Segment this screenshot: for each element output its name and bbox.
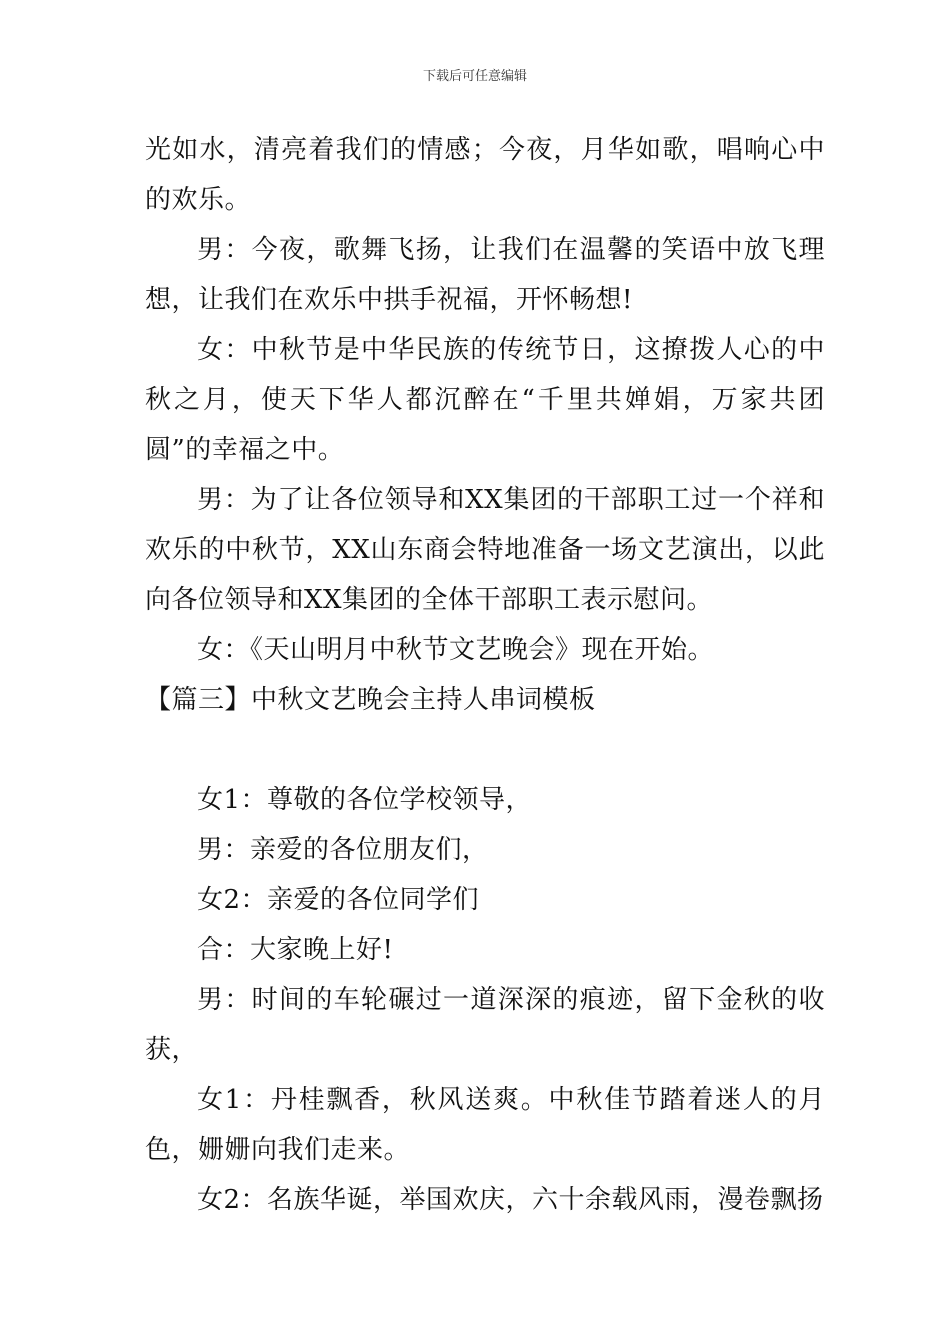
paragraph: 女1：尊敬的各位学校领导，: [197, 785, 533, 815]
paragraph: 男：今夜，歌舞飞扬，让我们在温馨的笑语中放飞理想，让我们在欢乐中拱手祝福，开怀畅想!: [145, 235, 825, 315]
blank-line: [145, 725, 825, 775]
paragraph: 男：时间的车轮碾过一道深深的痕迹，留下金秋的收获，: [145, 985, 825, 1065]
paragraph: 女1：丹桂飘香，秋风送爽。中秋佳节踏着迷人的月色，姗姗向我们走来。: [145, 1085, 825, 1165]
page-header: 下载后可任意编辑: [422, 69, 527, 84]
document-body: [145, 125, 825, 1225]
paragraph: 光如水，清亮着我们的情感；今夜，月华如歌，唱响心中的欢乐。: [145, 135, 825, 215]
paragraph: 女：中秋节是中华民族的传统节日，这撩拨人心的中秋之月，使天下华人都沉醉在“千里共婵娟，万家共团圆”的幸福之中。: [145, 335, 825, 465]
paragraph: 女2：名族华诞，举国欢庆，六十余载风雨，漫卷飘扬: [197, 1185, 824, 1215]
paragraph: 男：亲爱的各位朋友们，: [197, 835, 489, 865]
paragraph: 女：《天山明月中秋节文艺晚会》现在开始。: [197, 635, 715, 665]
paragraph: 男：为了让各位领导和XX集团的干部职工过一个祥和欢乐的中秋节，XX山东商会特地准备一场文艺演出，以此向各位领导和XX集团的全体干部职工表示慰问。: [145, 485, 825, 615]
section-heading: 【篇三】中秋文艺晚会主持人串词模板: [145, 685, 596, 715]
paragraph: 合：大家晚上好!: [197, 935, 394, 965]
paragraph: 女2：亲爱的各位同学们: [197, 885, 480, 915]
